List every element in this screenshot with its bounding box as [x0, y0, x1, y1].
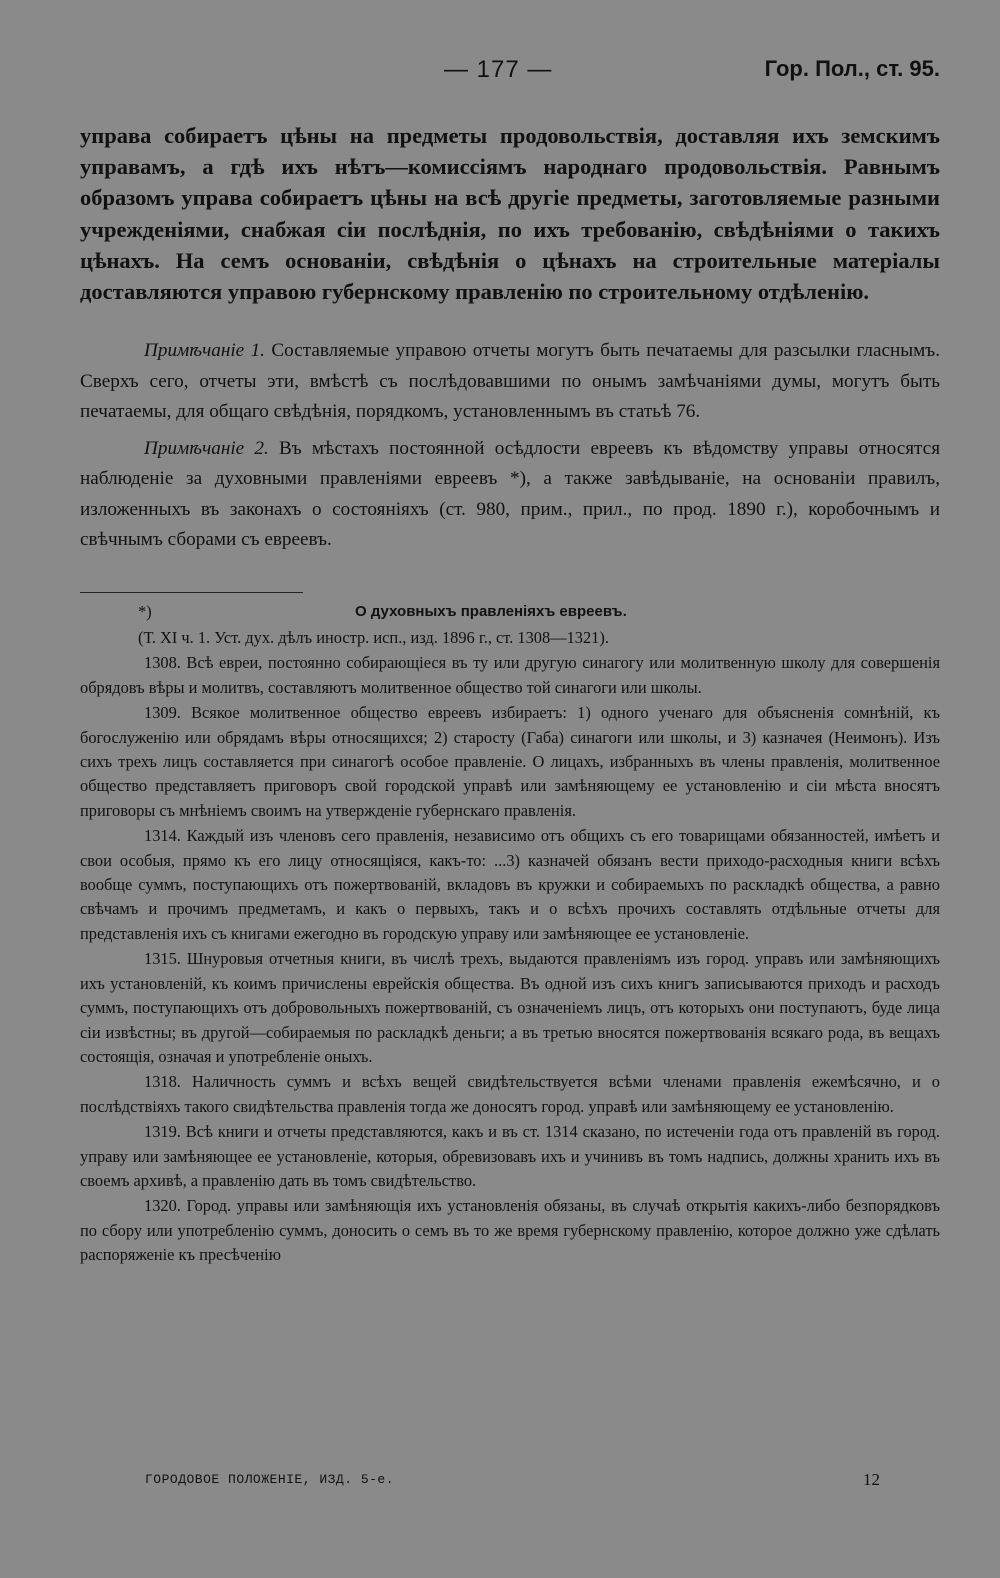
note-2-label: Примѣчаніе 2. — [144, 437, 269, 459]
signature-line: ГОРОДОВОЕ ПОЛОЖЕНІЕ, ИЗД. 5-е. — [145, 1472, 395, 1487]
article-1320: 1320. Город. управы или замѣняющія ихъ установленія обязаны, въ случаѣ открытія какихъ-либо безпорядковъ по сбору или употребленію суммъ, доносить о семъ въ то же время губернскому правленію, которое должно уже сдѣлать распоряженіе къ пресѣченію — [80, 1196, 940, 1265]
note-1-text: Составляемые управою отчеты могутъ быть печатаемы для разсылки гласнымъ. Сверхъ сего, отчеты эти, вмѣстѣ съ послѣдовавшими по онымъ замѣчаніями думы, могутъ быть печатаемы, для общаго свѣдѣнія, порядкомъ, установленнымъ въ статьѣ 76. — [80, 340, 941, 422]
sheet-number: 12 — [863, 1470, 880, 1489]
page-number: — 177 — — [444, 56, 553, 83]
article-1318: 1318. Наличность суммъ и всѣхъ вещей свидѣтельствуется всѣми членами правленія ежемѣсячно, и о послѣдствіяхъ такого свидѣтельства правленія тогда же доносятъ город. управѣ или замѣняющему ее установленію. — [80, 1072, 940, 1116]
footnote-heading — [80, 600, 940, 626]
note-2-text: Въ мѣстахъ постоянной осѣдлости евреевъ къ вѣдомству управы относятся наблюденіе за духовными правленіями евреевъ *), а также завѣдываніе, на основаніи правилъ, изложенныхъ въ законахъ о состояніяхъ (ст. 980, прим., прил., по прод. 1890 г.), коробочнымъ и свѣчнымъ сборами съ евреевъ. — [80, 437, 941, 550]
running-head: Гор. Пол., ст. 95. — [764, 56, 940, 81]
footnote-title: О духовныхъ правленіяхъ евреевъ. — [355, 603, 627, 620]
footnote-source: (Т. XI ч. 1. Уст. дух. дѣлъ иностр. исп., изд. 1896 г., ст. 1308—1321). — [138, 628, 609, 647]
footnote — [80, 600, 940, 1268]
page-footer — [145, 1470, 880, 1494]
main-text — [80, 120, 940, 307]
main-paragraph: управа собираетъ цѣны на предметы продовольствія, доставляя ихъ земскимъ управамъ, а гдѣ ихъ нѣтъ—комиссіямъ народнаго продовольствія. Равнымъ образомъ управа собираетъ цѣны на всѣ другіе предметы, заготовляемые разными учрежденіями, снабжая сіи послѣднія, по ихъ требованію, свѣдѣніями о такихъ цѣнахъ. На семъ основаніи, свѣдѣнія о цѣнахъ на строительные матеріалы доставляются управою губернскому правленію по строительному отдѣленію. — [80, 123, 940, 305]
article-1308: 1308. Всѣ евреи, постоянно собирающіеся въ ту или другую синагогу или молитвенную школу для совершенія обрядовъ вѣры и молитвъ, составляютъ молитвенное общество той синагоги или школы. — [80, 653, 940, 697]
article-1314: 1314. Каждый изъ членовъ сего правленія, независимо отъ общихъ съ его товарищами обязанностей, имѣетъ и свои особыя, прямо къ его лицу относящіяся, какъ-то: ...3) казначей обязанъ вести приходо-расходныя книги всѣхъ вообще суммъ, поступающихъ отъ пожертвованій, вкладовъ въ кружки и собираемыхъ по раскладкѣ общества, а равно свѣчамъ и прочимъ предметамъ, и какъ о первыхъ, такъ и о всѣхъ прочихъ составлять отдѣльные отчеты для представленія ихъ съ книгами ежегодно въ городскую управу или замѣняющее ее установленіе. — [80, 826, 940, 943]
footnote-mark: *) — [138, 602, 152, 621]
article-1315: 1315. Шнуровыя отчетныя книги, въ числѣ трехъ, выдаются правленіямъ изъ город. управъ или замѣняющихъ ихъ установленій, къ коимъ причислены еврейскія общества. Въ одной изъ сихъ книгъ записываются приходъ и расходъ суммъ, поступающихъ отъ добровольныхъ пожертвованій, съ означеніемъ лицъ, отъ которыхъ они поступаютъ, буде лица сіи извѣстны; въ другой—собираемыя по раскладкѣ деньги; а въ третью вносятся пожертвованія всякаго рода, въ вещахъ состоящія, означая и употребленіе оныхъ. — [80, 949, 940, 1066]
article-1309: 1309. Всякое молитвенное общество евреевъ избираетъ: 1) одного ученаго для объясненія сомнѣній, къ богослуженію или обрядамъ вѣры относящихся; 2) старосту (Габа) синагоги или школы, и 3) казначея (Неимонъ). Изъ сихъ трехъ лицъ составляется при синагогѣ особое правленіе. О лицахъ, избранныхъ въ члены правленія, молитвенное общество представляетъ приговоръ свой городской управѣ или замѣняющему ее установленію и сіи мѣста вносятъ приговоры съ мнѣніемъ своимъ на утвержденіе губернскаго правленія. — [80, 703, 940, 820]
note-1-label: Примѣчаніе 1. — [144, 340, 265, 361]
article-1319: 1319. Всѣ книги и отчеты представляются, какъ и въ ст. 1314 сказано, по истеченіи года отъ правленій въ город. управу или замѣняющее ее установленіе, которыя, обревизовавъ ихъ и учинивъ въ томъ надпись, должны хранить ихъ въ своемъ архивѣ, а правленію дать въ томъ свидѣтельство. — [80, 1122, 940, 1190]
note-2 — [80, 434, 940, 556]
note-1 — [80, 336, 940, 428]
page-header — [0, 56, 1000, 88]
footnote-divider — [80, 592, 303, 593]
notes — [80, 336, 940, 562]
